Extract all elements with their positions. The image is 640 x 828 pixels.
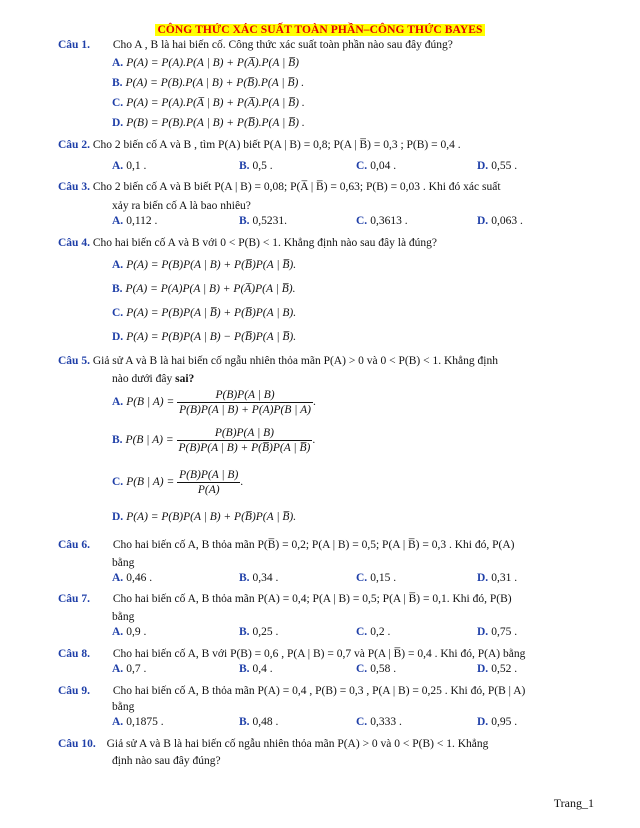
question-text: Cho hai biến cố A và B với 0 < P(B) < 1. Khẳng định nào sau đây là đúng? xyxy=(92,237,438,249)
option-b: B. 0,48 . xyxy=(239,716,279,728)
question-7 xyxy=(58,592,512,606)
question-text: Cho hai biến cố A, B với P(B) = 0,6 , P(A | B) = 0,7 và P(A | B̅) = 0,4 . Khi đó, P(A) bằng xyxy=(112,648,526,660)
fraction: $\frac{P(B)P(A | B)}{P(B)P(A | B) + P(A)P(B | A)}$ xyxy=(179,389,311,416)
option-c: C. 0,2 . xyxy=(356,626,391,638)
question-number: Câu 3. xyxy=(58,181,90,193)
question-text: Cho hai biến cố A, B thỏa mãn P(B̅) = 0,2; P(A | B) = 0,5; P(A | B̅) = 0,3 . Khi đó, P(A) xyxy=(112,539,515,551)
question-number: Câu 9. xyxy=(58,685,90,697)
question-text: Giả sử A và B là hai biến cố ngẫu nhiên thỏa mãn P(A) > 0 và 0 < P(B) < 1. Khẳng định xyxy=(92,355,498,367)
question-5 xyxy=(58,354,498,368)
option-b: B. P(B | A) = $\frac{P(B)P(A | B)}{P(B)P(A | B) + P(B̅)P(A | B̅)}$ . xyxy=(112,427,316,454)
option-c: C. 0,3613 . xyxy=(356,215,408,227)
option-b: B. 0,5231. xyxy=(239,215,288,227)
option-b: B. 0,5 . xyxy=(239,160,273,172)
question-1 xyxy=(58,38,453,52)
option-d: D. 0,31 . xyxy=(477,572,518,584)
question-text: Cho hai biến cố A, B thỏa mãn P(A) = 0,4 , P(B) = 0,3 , P(A | B) = 0,25 . Khi đó, P(B | A) xyxy=(112,685,526,697)
option-d: D. 0,75 . xyxy=(477,626,518,638)
option-a: A. 0,9 . xyxy=(112,626,147,638)
question-text-continued: xảy ra biến cố A là bao nhiêu? xyxy=(112,200,251,212)
question-number: Câu 2. xyxy=(58,139,90,151)
option-a: A. 0,7 . xyxy=(112,663,147,675)
option-a: A. 0,1875 . xyxy=(112,716,164,728)
question-number: Câu 4. xyxy=(58,237,90,249)
option-a: A. 0,1 . xyxy=(112,160,147,172)
question-text-continued: bằng xyxy=(112,611,135,623)
question-10 xyxy=(58,737,488,751)
question-text-continued: bằng xyxy=(112,557,135,569)
page-footer: Trang_1 xyxy=(553,796,594,810)
option-c: C. P(A) = P(A).P(A̅ | B) + P(A̅).P(A | B̅) . xyxy=(112,97,305,109)
question-number: Câu 10. xyxy=(58,738,96,750)
option-a: A. P(A) = P(B)P(A | B) + P(B̅)P(A | B̅). xyxy=(112,259,297,271)
option-b: B. 0,25 . xyxy=(239,626,279,638)
document-title: CÔNG THỨC XÁC SUẤT TOÀN PHẦN–CÔNG THỨC BAYES xyxy=(157,24,483,36)
question-number: Câu 6. xyxy=(58,539,90,551)
question-text: Cho 2 biến cố A và B biết P(A | B) = 0,08; P(A̅ | B̅) = 0,63; P(B) = 0,03 . Khi đó xác suất xyxy=(92,181,501,193)
option-a: A. P(A) = P(A).P(A | B) + P(A̅).P(A | B̅) xyxy=(112,57,299,69)
option-d: D. 0,52 . xyxy=(477,663,518,675)
option-c: C. 0,15 . xyxy=(356,572,397,584)
question-number: Câu 5. xyxy=(58,355,90,367)
question-6 xyxy=(58,538,514,552)
option-d: D. 0,55 . xyxy=(477,160,518,172)
question-8 xyxy=(58,647,525,661)
option-b: B. 0,4 . xyxy=(239,663,273,675)
question-9 xyxy=(58,684,525,698)
option-d: D. P(B) = P(B).P(A | B) + P(B̅).P(A | B̅) . xyxy=(112,117,305,129)
question-number: Câu 7. xyxy=(58,593,90,605)
question-text: Giả sử A và B là hai biến cố ngẫu nhiên thỏa mãn P(A) > 0 và 0 < P(B) < 1. Khẳng xyxy=(106,738,489,750)
question-3 xyxy=(58,180,501,194)
option-b: B. P(A) = P(A)P(A | B) + P(A̅)P(A | B̅). xyxy=(112,283,296,295)
option-c: C. 0,333 . xyxy=(356,716,402,728)
option-d: D. 0,063 . xyxy=(477,215,523,227)
question-text: Cho A , B là hai biến cố. Công thức xác suất toàn phần nào sau đây đúng? xyxy=(112,39,453,51)
question-text: Cho hai biến cố A, B thỏa mãn P(A) = 0,4; P(A | B) = 0,5; P(A | B̅) = 0,1. Khi đó, P(B) xyxy=(112,593,512,605)
option-d: D. 0,95 . xyxy=(477,716,518,728)
question-text-continued: nào dưới đây sai? xyxy=(112,373,195,385)
option-b: B. P(A) = P(B).P(A | B) + P(B̅).P(A | B̅) . xyxy=(112,77,305,89)
option-a: A. P(B | A) = $\frac{P(B)P(A | B)}{P(B)P(A | B) + P(A)P(B | A)}$ . xyxy=(112,389,316,416)
question-number: Câu 8. xyxy=(58,648,90,660)
fraction: $\frac{P(B)P(A | B)}{P(A)}$ xyxy=(179,469,239,496)
option-a: A. 0,46 . xyxy=(112,572,153,584)
question-text-continued: bằng xyxy=(112,701,135,713)
option-c: C. P(B | A) = $\frac{P(B)P(A | B)}{P(A)}$ . xyxy=(112,469,244,496)
option-a: A. 0,112 . xyxy=(112,215,158,227)
option-c: C. 0,04 . xyxy=(356,160,397,172)
option-d: D. P(A) = P(B)P(A | B) + P(B̅)P(A | B̅). xyxy=(112,511,297,523)
option-b: B. 0,34 . xyxy=(239,572,279,584)
fraction: $\frac{P(B)P(A | B)}{P(B)P(A | B) + P(B̅)P(A | B̅)}$ xyxy=(178,427,311,454)
question-4 xyxy=(58,236,437,250)
question-2 xyxy=(58,138,461,152)
option-c: C. P(A) = P(B)P(A | B̅) + P(B̅)P(A | B). xyxy=(112,307,297,319)
option-d: D. P(A) = P(B)P(A | B) − P(B̅)P(A | B̅). xyxy=(112,331,297,343)
question-text: Cho 2 biến cố A và B , tìm P(A) biết P(A | B) = 0,8; P(A | B̅) = 0,3 ; P(B) = 0,4 . xyxy=(92,139,461,151)
option-c: C. 0,58 . xyxy=(356,663,397,675)
question-text-continued: định nào sau đây đúng? xyxy=(112,755,221,767)
question-number: Câu 1. xyxy=(58,39,90,51)
